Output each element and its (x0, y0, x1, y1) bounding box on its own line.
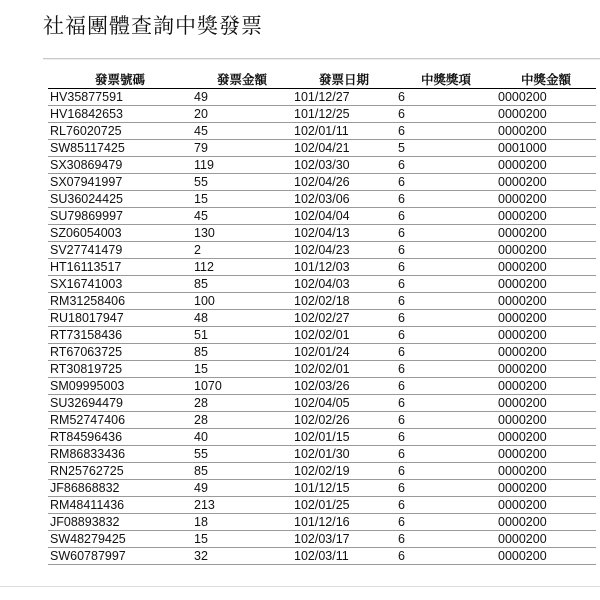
invoice-number-cell: HV16842653 (48, 106, 192, 123)
invoice-date-cell: 102/04/03 (292, 276, 396, 293)
prize-amount-cell: 0000200 (496, 378, 596, 395)
table-row (48, 293, 596, 310)
prize-amount-cell: 0000200 (496, 276, 596, 293)
invoice-date-cell: 102/02/27 (292, 310, 396, 327)
invoice-date-cell: 102/02/19 (292, 463, 396, 480)
invoice-number-cell: SX30869479 (48, 157, 192, 174)
prize-amount-cell: 0000200 (496, 480, 596, 497)
prize-tier-cell: 6 (396, 310, 496, 327)
invoice-amount-cell: 49 (192, 89, 292, 106)
prize-tier-cell: 6 (396, 123, 496, 140)
prize-tier-cell: 6 (396, 378, 496, 395)
invoice-amount-cell: 51 (192, 327, 292, 344)
prize-tier-cell: 6 (396, 412, 496, 429)
table-row (48, 446, 596, 463)
invoice-number-cell: JF08893832 (48, 514, 192, 531)
invoice-amount-cell: 15 (192, 191, 292, 208)
invoice-number-cell: HV35877591 (48, 89, 192, 106)
prize-amount-cell: 0000200 (496, 531, 596, 548)
invoice-date-cell: 102/01/30 (292, 446, 396, 463)
invoice-number-cell: RM52747406 (48, 412, 192, 429)
table-row (48, 395, 596, 412)
prize-amount-cell: 0000200 (496, 89, 596, 106)
invoice-date-cell: 102/01/15 (292, 429, 396, 446)
header-invoice-date: 發票日期 (292, 70, 396, 89)
invoice-amount-cell: 15 (192, 531, 292, 548)
table-row (48, 531, 596, 548)
prize-tier-cell: 6 (396, 446, 496, 463)
invoice-date-cell: 102/04/23 (292, 242, 396, 259)
invoice-number-cell: RT67063725 (48, 344, 192, 361)
invoice-amount-cell: 2 (192, 242, 292, 259)
prize-tier-cell: 6 (396, 497, 496, 514)
prize-amount-cell: 0001000 (496, 140, 596, 157)
invoice-amount-cell: 112 (192, 259, 292, 276)
prize-amount-cell: 0000200 (496, 412, 596, 429)
header-prize-amount: 中獎金額 (496, 70, 596, 89)
prize-amount-cell: 0000200 (496, 123, 596, 140)
prize-tier-cell: 6 (396, 208, 496, 225)
table-row (48, 140, 596, 157)
invoice-date-cell: 102/02/18 (292, 293, 396, 310)
prize-tier-cell: 6 (396, 480, 496, 497)
prize-amount-cell: 0000200 (496, 106, 596, 123)
invoice-number-cell: HT16113517 (48, 259, 192, 276)
invoice-amount-cell: 40 (192, 429, 292, 446)
table-row (48, 89, 596, 106)
invoice-number-cell: SV27741479 (48, 242, 192, 259)
invoice-amount-cell: 18 (192, 514, 292, 531)
invoice-date-cell: 102/04/21 (292, 140, 396, 157)
table-row (48, 276, 596, 293)
prize-tier-cell: 6 (396, 429, 496, 446)
title-divider (43, 58, 600, 59)
invoice-date-cell: 101/12/16 (292, 514, 396, 531)
invoice-number-cell: JF86868832 (48, 480, 192, 497)
invoice-amount-cell: 85 (192, 344, 292, 361)
table-row (48, 361, 596, 378)
prize-amount-cell: 0000200 (496, 361, 596, 378)
prize-tier-cell: 5 (396, 140, 496, 157)
table-row (48, 514, 596, 531)
invoice-date-cell: 102/03/06 (292, 191, 396, 208)
table-row (48, 191, 596, 208)
table-row (48, 259, 596, 276)
prize-amount-cell: 0000200 (496, 225, 596, 242)
invoice-number-cell: RT84596436 (48, 429, 192, 446)
table-row (48, 106, 596, 123)
invoice-date-cell: 102/01/25 (292, 497, 396, 514)
prize-tier-cell: 6 (396, 395, 496, 412)
prize-tier-cell: 6 (396, 514, 496, 531)
prize-tier-cell: 6 (396, 89, 496, 106)
invoice-amount-cell: 79 (192, 140, 292, 157)
invoice-date-cell: 102/02/26 (292, 412, 396, 429)
invoice-amount-cell: 55 (192, 174, 292, 191)
prize-tier-cell: 6 (396, 548, 496, 565)
prize-amount-cell: 0000200 (496, 395, 596, 412)
prize-amount-cell: 0000200 (496, 327, 596, 344)
invoice-number-cell: RM31258406 (48, 293, 192, 310)
invoice-number-cell: RN25762725 (48, 463, 192, 480)
invoice-date-cell: 102/04/04 (292, 208, 396, 225)
invoice-number-cell: SM09995003 (48, 378, 192, 395)
invoice-number-cell: SX07941997 (48, 174, 192, 191)
table-row (48, 344, 596, 361)
table-body (48, 89, 596, 565)
table-header-row (48, 70, 596, 89)
invoice-date-cell: 102/02/01 (292, 327, 396, 344)
table-row (48, 378, 596, 395)
prize-tier-cell: 6 (396, 174, 496, 191)
invoice-amount-cell: 28 (192, 412, 292, 429)
invoice-date-cell: 102/03/11 (292, 548, 396, 565)
invoice-amount-cell: 119 (192, 157, 292, 174)
invoice-date-cell: 102/03/17 (292, 531, 396, 548)
invoice-amount-cell: 49 (192, 480, 292, 497)
prize-amount-cell: 0000200 (496, 310, 596, 327)
winning-invoices-table (48, 70, 596, 565)
prize-amount-cell: 0000200 (496, 293, 596, 310)
table-row (48, 123, 596, 140)
table-row (48, 225, 596, 242)
invoice-date-cell: 101/12/03 (292, 259, 396, 276)
prize-amount-cell: 0000200 (496, 157, 596, 174)
invoice-amount-cell: 213 (192, 497, 292, 514)
prize-amount-cell: 0000200 (496, 208, 596, 225)
prize-tier-cell: 6 (396, 327, 496, 344)
prize-amount-cell: 0000200 (496, 514, 596, 531)
table-row (48, 548, 596, 565)
page-title: 社福團體查詢中獎發票 (43, 14, 263, 38)
invoice-amount-cell: 100 (192, 293, 292, 310)
invoice-date-cell: 102/04/13 (292, 225, 396, 242)
invoice-date-cell: 102/03/30 (292, 157, 396, 174)
prize-tier-cell: 6 (396, 531, 496, 548)
invoice-amount-cell: 45 (192, 208, 292, 225)
table-row (48, 412, 596, 429)
invoice-amount-cell: 20 (192, 106, 292, 123)
table-row (48, 174, 596, 191)
invoice-number-cell: SW48279425 (48, 531, 192, 548)
header-invoice-amount: 發票金額 (192, 70, 292, 89)
invoice-number-cell: SX16741003 (48, 276, 192, 293)
prize-amount-cell: 0000200 (496, 242, 596, 259)
invoice-number-cell: RM48411436 (48, 497, 192, 514)
invoice-date-cell: 102/04/05 (292, 395, 396, 412)
invoice-amount-cell: 15 (192, 361, 292, 378)
invoice-amount-cell: 45 (192, 123, 292, 140)
invoice-date-cell: 101/12/15 (292, 480, 396, 497)
invoice-amount-cell: 32 (192, 548, 292, 565)
prize-tier-cell: 6 (396, 225, 496, 242)
prize-amount-cell: 0000200 (496, 191, 596, 208)
table-row (48, 208, 596, 225)
invoice-date-cell: 102/01/24 (292, 344, 396, 361)
invoice-amount-cell: 55 (192, 446, 292, 463)
header-prize-tier: 中獎獎項 (396, 70, 496, 89)
table-row (48, 429, 596, 446)
invoice-date-cell: 101/12/27 (292, 89, 396, 106)
prize-tier-cell: 6 (396, 293, 496, 310)
prize-tier-cell: 6 (396, 106, 496, 123)
table-row (48, 327, 596, 344)
invoice-date-cell: 102/04/26 (292, 174, 396, 191)
prize-amount-cell: 0000200 (496, 463, 596, 480)
invoice-number-cell: RM86833436 (48, 446, 192, 463)
table-row (48, 242, 596, 259)
prize-amount-cell: 0000200 (496, 174, 596, 191)
invoice-date-cell: 102/03/26 (292, 378, 396, 395)
prize-amount-cell: 0000200 (496, 429, 596, 446)
invoice-number-cell: SU32694479 (48, 395, 192, 412)
prize-tier-cell: 6 (396, 242, 496, 259)
invoice-number-cell: SU36024425 (48, 191, 192, 208)
invoice-amount-cell: 48 (192, 310, 292, 327)
invoice-number-cell: RL76020725 (48, 123, 192, 140)
prize-tier-cell: 6 (396, 361, 496, 378)
invoice-number-cell: RU18017947 (48, 310, 192, 327)
prize-tier-cell: 6 (396, 259, 496, 276)
prize-amount-cell: 0000200 (496, 548, 596, 565)
invoice-amount-cell: 85 (192, 463, 292, 480)
invoice-amount-cell: 85 (192, 276, 292, 293)
invoice-amount-cell: 1070 (192, 378, 292, 395)
table-row (48, 310, 596, 327)
invoice-number-cell: SW85117425 (48, 140, 192, 157)
invoice-date-cell: 102/02/01 (292, 361, 396, 378)
prize-amount-cell: 0000200 (496, 446, 596, 463)
prize-tier-cell: 6 (396, 191, 496, 208)
invoice-date-cell: 102/01/11 (292, 123, 396, 140)
header-invoice-number: 發票號碼 (48, 70, 192, 89)
invoice-number-cell: RT73158436 (48, 327, 192, 344)
invoice-number-cell: SZ06054003 (48, 225, 192, 242)
prize-tier-cell: 6 (396, 463, 496, 480)
prize-tier-cell: 6 (396, 276, 496, 293)
prize-amount-cell: 0000200 (496, 259, 596, 276)
invoice-date-cell: 101/12/25 (292, 106, 396, 123)
invoice-number-cell: SU79869997 (48, 208, 192, 225)
prize-amount-cell: 0000200 (496, 344, 596, 361)
prize-tier-cell: 6 (396, 344, 496, 361)
bottom-divider (0, 586, 600, 587)
table-row (48, 157, 596, 174)
invoice-amount-cell: 130 (192, 225, 292, 242)
prize-tier-cell: 6 (396, 157, 496, 174)
table-row (48, 480, 596, 497)
invoice-amount-cell: 28 (192, 395, 292, 412)
prize-amount-cell: 0000200 (496, 497, 596, 514)
table-row (48, 497, 596, 514)
invoice-number-cell: RT30819725 (48, 361, 192, 378)
table-row (48, 463, 596, 480)
invoice-number-cell: SW60787997 (48, 548, 192, 565)
